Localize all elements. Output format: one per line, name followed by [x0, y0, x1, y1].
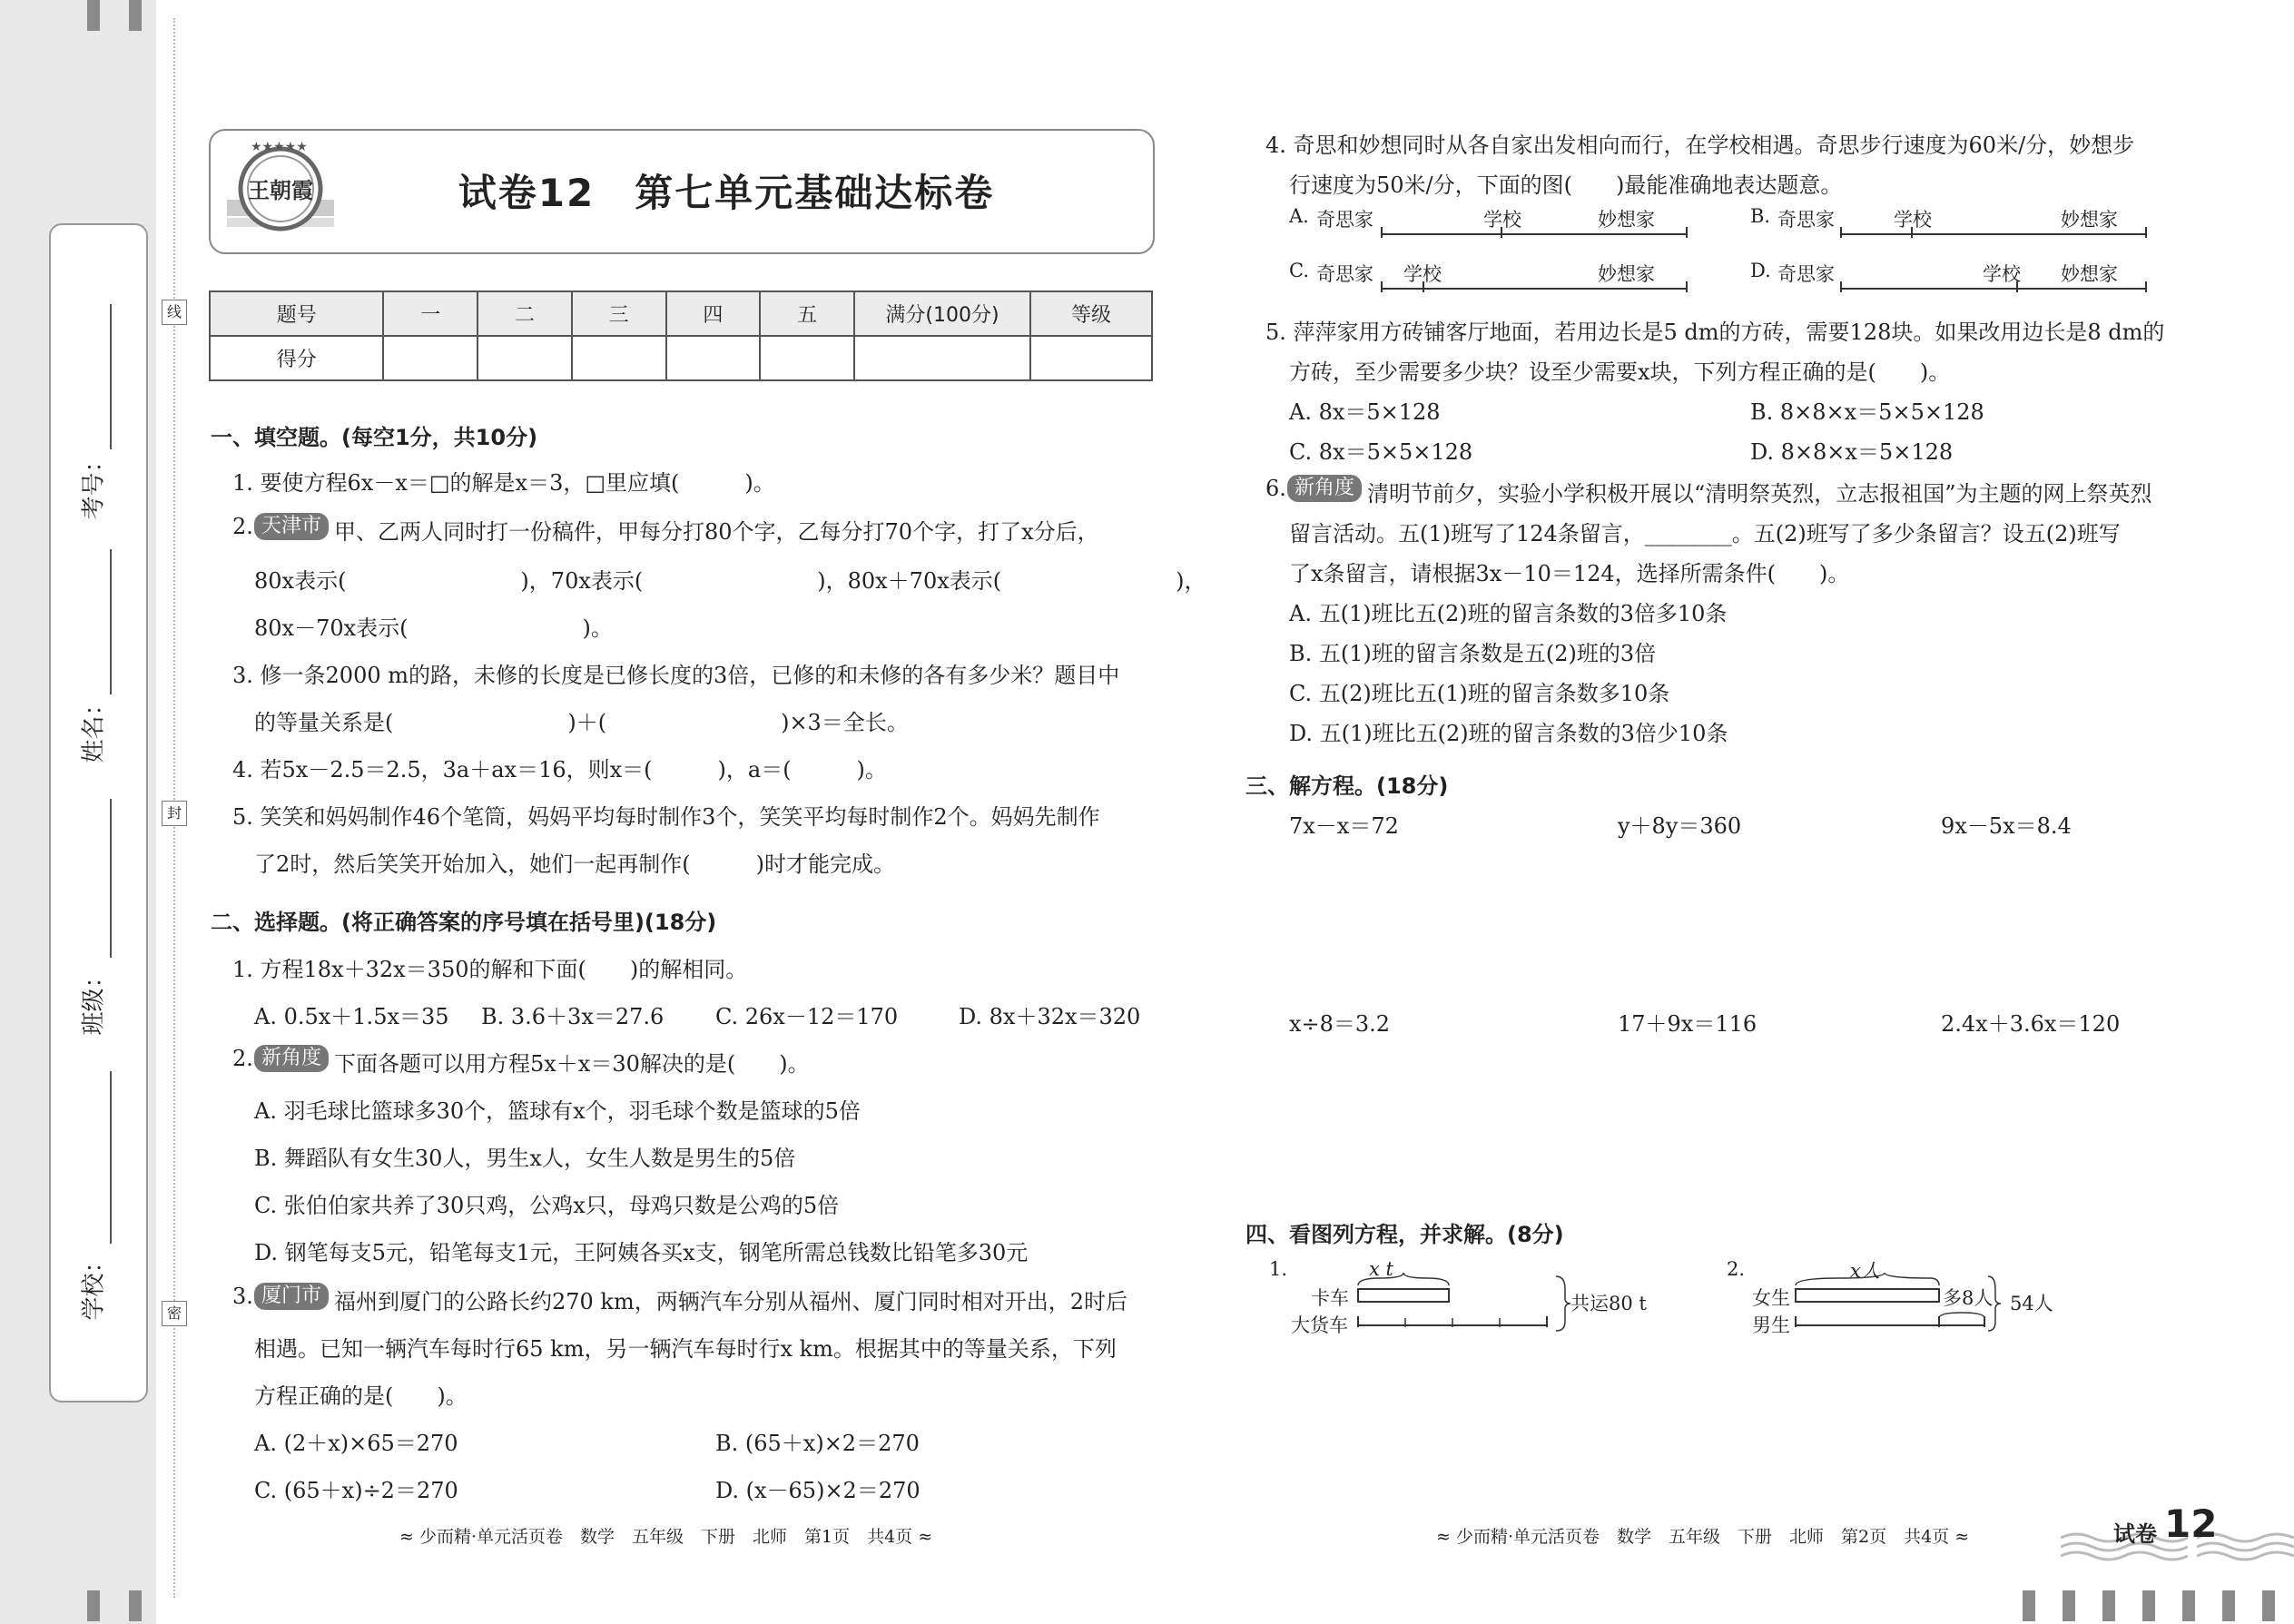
p1-q4: 4. 若5x－2.5＝2.5，3a＋ax＝16，则x＝( )，a＝( )。 — [232, 757, 887, 782]
p2-q2-opt-b: B. 舞蹈队有女生30人，男生x人，女生人数是男生的5倍 — [254, 1146, 796, 1171]
p2-q2: 下面各题可以用方程5x＋x＝30解决的是( )。 — [334, 1051, 810, 1077]
fig1-total: 共运80 t — [1570, 1293, 1647, 1314]
class-line[interactable] — [110, 799, 112, 958]
p2-q3-opt-b: B. (65＋x)×2＝270 — [715, 1431, 920, 1456]
score-header: 五 — [760, 291, 854, 336]
q4-opt-c-line — [1380, 276, 1689, 294]
binding-bar — [87, 0, 100, 31]
score-cell[interactable] — [666, 336, 761, 380]
q6-opt-b: B. 五(1)班的留言条数是五(2)班的3倍 — [1289, 641, 1657, 666]
q4-opt-c-school: 学校 — [1403, 263, 1442, 285]
score-header: 四 — [666, 291, 761, 336]
binding-bar — [2063, 1590, 2075, 1621]
score-cell[interactable] — [854, 336, 1030, 380]
score-cell[interactable] — [478, 336, 572, 380]
q4-opt-b-school: 学校 — [1894, 209, 1932, 231]
new-angle-badge: 新角度 — [254, 1045, 329, 1072]
p2-q1: 1. 方程18x＋32x＝350的解和下面( )的解相同。 — [232, 957, 748, 982]
binding-bar — [2102, 1590, 2115, 1621]
fig2-row1-label: 女生 — [1752, 1287, 1790, 1309]
fig2-num: 2. — [1727, 1258, 1746, 1280]
part2-heading: 二、选择题。(将正确答案的序号填在括号里)(18分) — [211, 910, 717, 935]
score-header: 题号 — [210, 291, 383, 336]
score-table — [209, 290, 1153, 381]
fig2-top-label: x人 — [1850, 1260, 1880, 1282]
fold-mark-secret: 密 — [162, 1301, 187, 1326]
school-label: 学校： — [80, 1249, 108, 1321]
p2-q2-opt-a: A. 羽毛球比篮球多30个，篮球有x个，羽毛球个数是篮球的5倍 — [254, 1098, 861, 1124]
fig2-bar-diagram — [1794, 1271, 2012, 1334]
p2-q3-opt-c: C. (65＋x)÷2＝270 — [254, 1478, 458, 1503]
score-header: 满分(100分) — [854, 291, 1030, 336]
fold-mark-line: 线 — [162, 300, 187, 325]
q5-opt-a: A. 8x＝5×128 — [1289, 399, 1441, 425]
fig1-top-label: x t — [1369, 1258, 1393, 1280]
p1-q3-l2: 的等量关系是( )＋( )×3＝全长。 — [254, 710, 909, 735]
q6-opt-a: A. 五(1)班比五(2)班的留言条数的3倍多10条 — [1289, 601, 1728, 626]
p2-q3-l3: 方程正确的是( )。 — [254, 1383, 468, 1409]
fig1-row2-label: 大货车 — [1291, 1314, 1348, 1336]
fold-mark-seal: 封 — [162, 801, 187, 826]
fig1-num: 1. — [1269, 1258, 1288, 1280]
class-label: 班级： — [80, 964, 108, 1036]
q6-l2: 留言活动。五(1)班写了124条留言，________。五(2)班写了多少条留言？设五(2)班写 — [1289, 521, 2121, 546]
q4-opt-d-end: 妙想家 — [2061, 263, 2118, 285]
q5-opt-b: B. 8×8×x＝5×5×128 — [1750, 399, 1984, 425]
q4-l1: 4. 奇思和妙想同时从各自家出发相向而行，在学校相遇。奇思步行速度为60米/分，妙想步 — [1265, 133, 2135, 158]
p1-q2-l1: 甲、乙两人同时打一份稿件，甲每分打80个字，乙每分打70个字，打了x分后， — [334, 519, 1099, 545]
region-badge: 厦门市 — [254, 1283, 329, 1310]
p1-q3-l1: 3. 修一条2000 m的路，未修的长度是已修长度的3倍，已修的和未修的各有多少米？题目中 — [232, 663, 1120, 688]
region-badge: 天津市 — [254, 513, 329, 540]
p1-q5-l2: 了2时，然后笑笑开始加入，她们一起再制作( )时才能完成。 — [254, 851, 895, 877]
score-header: 等级 — [1030, 291, 1152, 336]
equation-3: 9x－5x＝8.4 — [1941, 813, 2072, 839]
q4-opt-d-letter: D. — [1750, 260, 1771, 281]
part4-heading: 四、看图列方程，并求解。(8分) — [1245, 1222, 1564, 1247]
q4-opt-a-end: 妙想家 — [1598, 209, 1655, 231]
p2-q1-opt-d: D. 8x＋32x＝320 — [959, 1004, 1141, 1029]
q5-opt-c: C. 8x＝5×5×128 — [1289, 439, 1473, 465]
equation-2: y＋8y＝360 — [1618, 813, 1742, 839]
answer-area-row1[interactable] — [1289, 853, 2197, 989]
part1-heading: 一、填空题。(每空1分，共10分) — [211, 425, 538, 450]
binding-bar — [87, 1590, 100, 1621]
new-angle-badge: 新角度 — [1287, 475, 1362, 502]
p2-q1-opt-b: B. 3.6＋3x＝27.6 — [481, 1004, 665, 1029]
score-header: 三 — [572, 291, 666, 336]
name-label: 姓名： — [80, 692, 108, 763]
p1-q2-l3: 80x－70x表示( )。 — [254, 615, 613, 641]
q6-opt-c: C. 五(2)班比五(1)班的留言条数多10条 — [1289, 681, 1670, 706]
q4-opt-a-start: 奇思家 — [1316, 209, 1373, 231]
school-line[interactable] — [110, 1071, 112, 1244]
fig2-extra: 多8人 — [1943, 1287, 1994, 1309]
svg-text:★★★★★: ★★★★★ — [251, 140, 308, 154]
footer-right: ≈ 少而精·单元活页卷 数学 五年级 下册 北师 第2页 共4页 ≈ — [1436, 1527, 1970, 1547]
p2-q2-opt-d: D. 钢笔每支5元，铅笔每支1元，王阿姨各买x支，钢笔所需总钱数比铅笔多30元 — [254, 1240, 1029, 1265]
score-header: 一 — [383, 291, 478, 336]
fig1-row1-label: 卡车 — [1311, 1287, 1349, 1309]
name-line[interactable] — [110, 549, 112, 694]
equation-6: 2.4x＋3.6x＝120 — [1941, 1011, 2121, 1037]
score-cell[interactable] — [383, 336, 478, 380]
q4-opt-b-letter: B. — [1750, 205, 1771, 227]
q4-opt-b-start: 奇思家 — [1777, 209, 1835, 231]
exam-number-line[interactable] — [110, 304, 112, 449]
binding-bar — [2222, 1590, 2235, 1621]
equation-1: 7x－x＝72 — [1289, 813, 1399, 839]
q6-l3: 了x条留言，请根据3x－10＝124，选择所需条件( )。 — [1289, 561, 1850, 586]
binding-bar — [129, 0, 142, 31]
badge-number: 12 — [2164, 1501, 2218, 1546]
tianjin-tag — [254, 513, 329, 540]
q4-opt-a-school: 学校 — [1483, 209, 1521, 231]
q4-l2: 行速度为50米/分，下面的图( )最能准确地表达题意。 — [1289, 172, 1843, 198]
q4-opt-d-start: 奇思家 — [1777, 263, 1835, 285]
binding-bar — [2142, 1590, 2155, 1621]
p2-q3-l1: 福州到厦门的公路长约270 km，两辆汽车分别从福州、厦门同时相对开出，2时后 — [334, 1289, 1128, 1314]
q4-opt-a-line — [1380, 221, 1689, 240]
q4-opt-a-letter: A. — [1289, 205, 1309, 227]
q4-opt-c-letter: C. — [1289, 260, 1309, 281]
q5-l1: 5. 萍萍家用方砖铺客厅地面，若用边长是5 dm的方砖，需要128块。如果改用边长是8 dm的 — [1265, 320, 2165, 345]
p2-q3-num: 3. — [232, 1284, 253, 1309]
q6-l1: 清明节前夕，实验小学积极开展以“清明祭英烈，立志报祖国”为主题的网上祭英烈 — [1367, 481, 2152, 507]
q4-opt-c-start: 奇思家 — [1316, 263, 1373, 285]
fig2-total: 54人 — [2010, 1293, 2053, 1314]
p2-q2-num: 2. — [232, 1046, 253, 1071]
p2-q3-opt-d: D. (x－65)×2＝270 — [715, 1478, 921, 1503]
brand-logo — [223, 136, 338, 243]
score-row-label: 得分 — [210, 336, 383, 380]
badge-label: 试卷 — [2113, 1521, 2157, 1547]
fig1-bar-diagram — [1353, 1271, 1570, 1334]
p1-q2-l2: 80x表示( )，70x表示( )，80x＋70x表示( )， — [254, 568, 1206, 594]
equation-4: x÷8＝3.2 — [1289, 1011, 1391, 1037]
fig2-row2-label: 男生 — [1752, 1314, 1790, 1336]
p1-q2-num: 2. — [232, 514, 253, 539]
new-angle-tag — [254, 1045, 329, 1072]
binding-bar — [2262, 1590, 2275, 1621]
q6-opt-d: D. 五(1)班比五(2)班的留言条数的3倍少10条 — [1289, 721, 1728, 746]
exam-number-label: 考号： — [80, 448, 108, 520]
q5-opt-d: D. 8×8×x＝5×128 — [1750, 439, 1954, 465]
part3-heading: 三、解方程。(18分) — [1245, 773, 1449, 799]
q4-opt-b-line — [1839, 221, 2148, 240]
xiamen-tag — [254, 1283, 329, 1310]
student-info-box — [49, 223, 148, 1403]
answer-area-row2[interactable] — [1289, 1049, 2197, 1204]
svg-text:王朝霞: 王朝霞 — [248, 177, 313, 203]
q4-opt-c-end: 妙想家 — [1598, 263, 1655, 285]
score-cell[interactable] — [760, 336, 854, 380]
p2-q1-opt-c: C. 26x－12＝170 — [715, 1004, 899, 1029]
q4-opt-d-school: 学校 — [1983, 263, 2021, 285]
p2-q1-opt-a: A. 0.5x＋1.5x＝35 — [254, 1004, 449, 1029]
p2-q2-opt-c: C. 张伯伯家共养了30只鸡，公鸡x只，母鸡只数是公鸡的5倍 — [254, 1193, 840, 1218]
footer-left: ≈ 少而精·单元活页卷 数学 五年级 下册 北师 第1页 共4页 ≈ — [399, 1527, 933, 1547]
q4-opt-d-line — [1839, 276, 2148, 294]
binding-bar — [2023, 1590, 2035, 1621]
p2-q3-l2: 相遇。已知一辆汽车每时行65 km，另一辆汽车每时行x km。根据其中的等量关系，下列 — [254, 1336, 1117, 1362]
score-cell[interactable] — [572, 336, 666, 380]
score-cell[interactable] — [1030, 336, 1152, 380]
q5-l2: 方砖，至少需要多少块？设至少需要x块，下列方程正确的是( )。 — [1289, 359, 1951, 385]
q6-tag — [1287, 475, 1362, 502]
score-header: 二 — [478, 291, 572, 336]
page-title: 试卷12 第七单元基础达标卷 — [458, 171, 995, 215]
binding-bar — [129, 1590, 142, 1621]
q4-opt-b-end: 妙想家 — [2061, 209, 2118, 231]
q6-num: 6. — [1265, 476, 1286, 501]
p1-q5-l1: 5. 笑笑和妈妈制作46个笔筒，妈妈平均每时制作3个，笑笑平均每时制作2个。妈妈先制作 — [232, 804, 1100, 830]
p1-q1: 1. 要使方程6x－x＝□的解是x＝3，□里应填( )。 — [232, 470, 775, 496]
equation-5: 17＋9x＝116 — [1618, 1011, 1757, 1037]
p2-q3-opt-a: A. (2＋x)×65＝270 — [254, 1431, 458, 1456]
binding-bar — [2182, 1590, 2195, 1621]
